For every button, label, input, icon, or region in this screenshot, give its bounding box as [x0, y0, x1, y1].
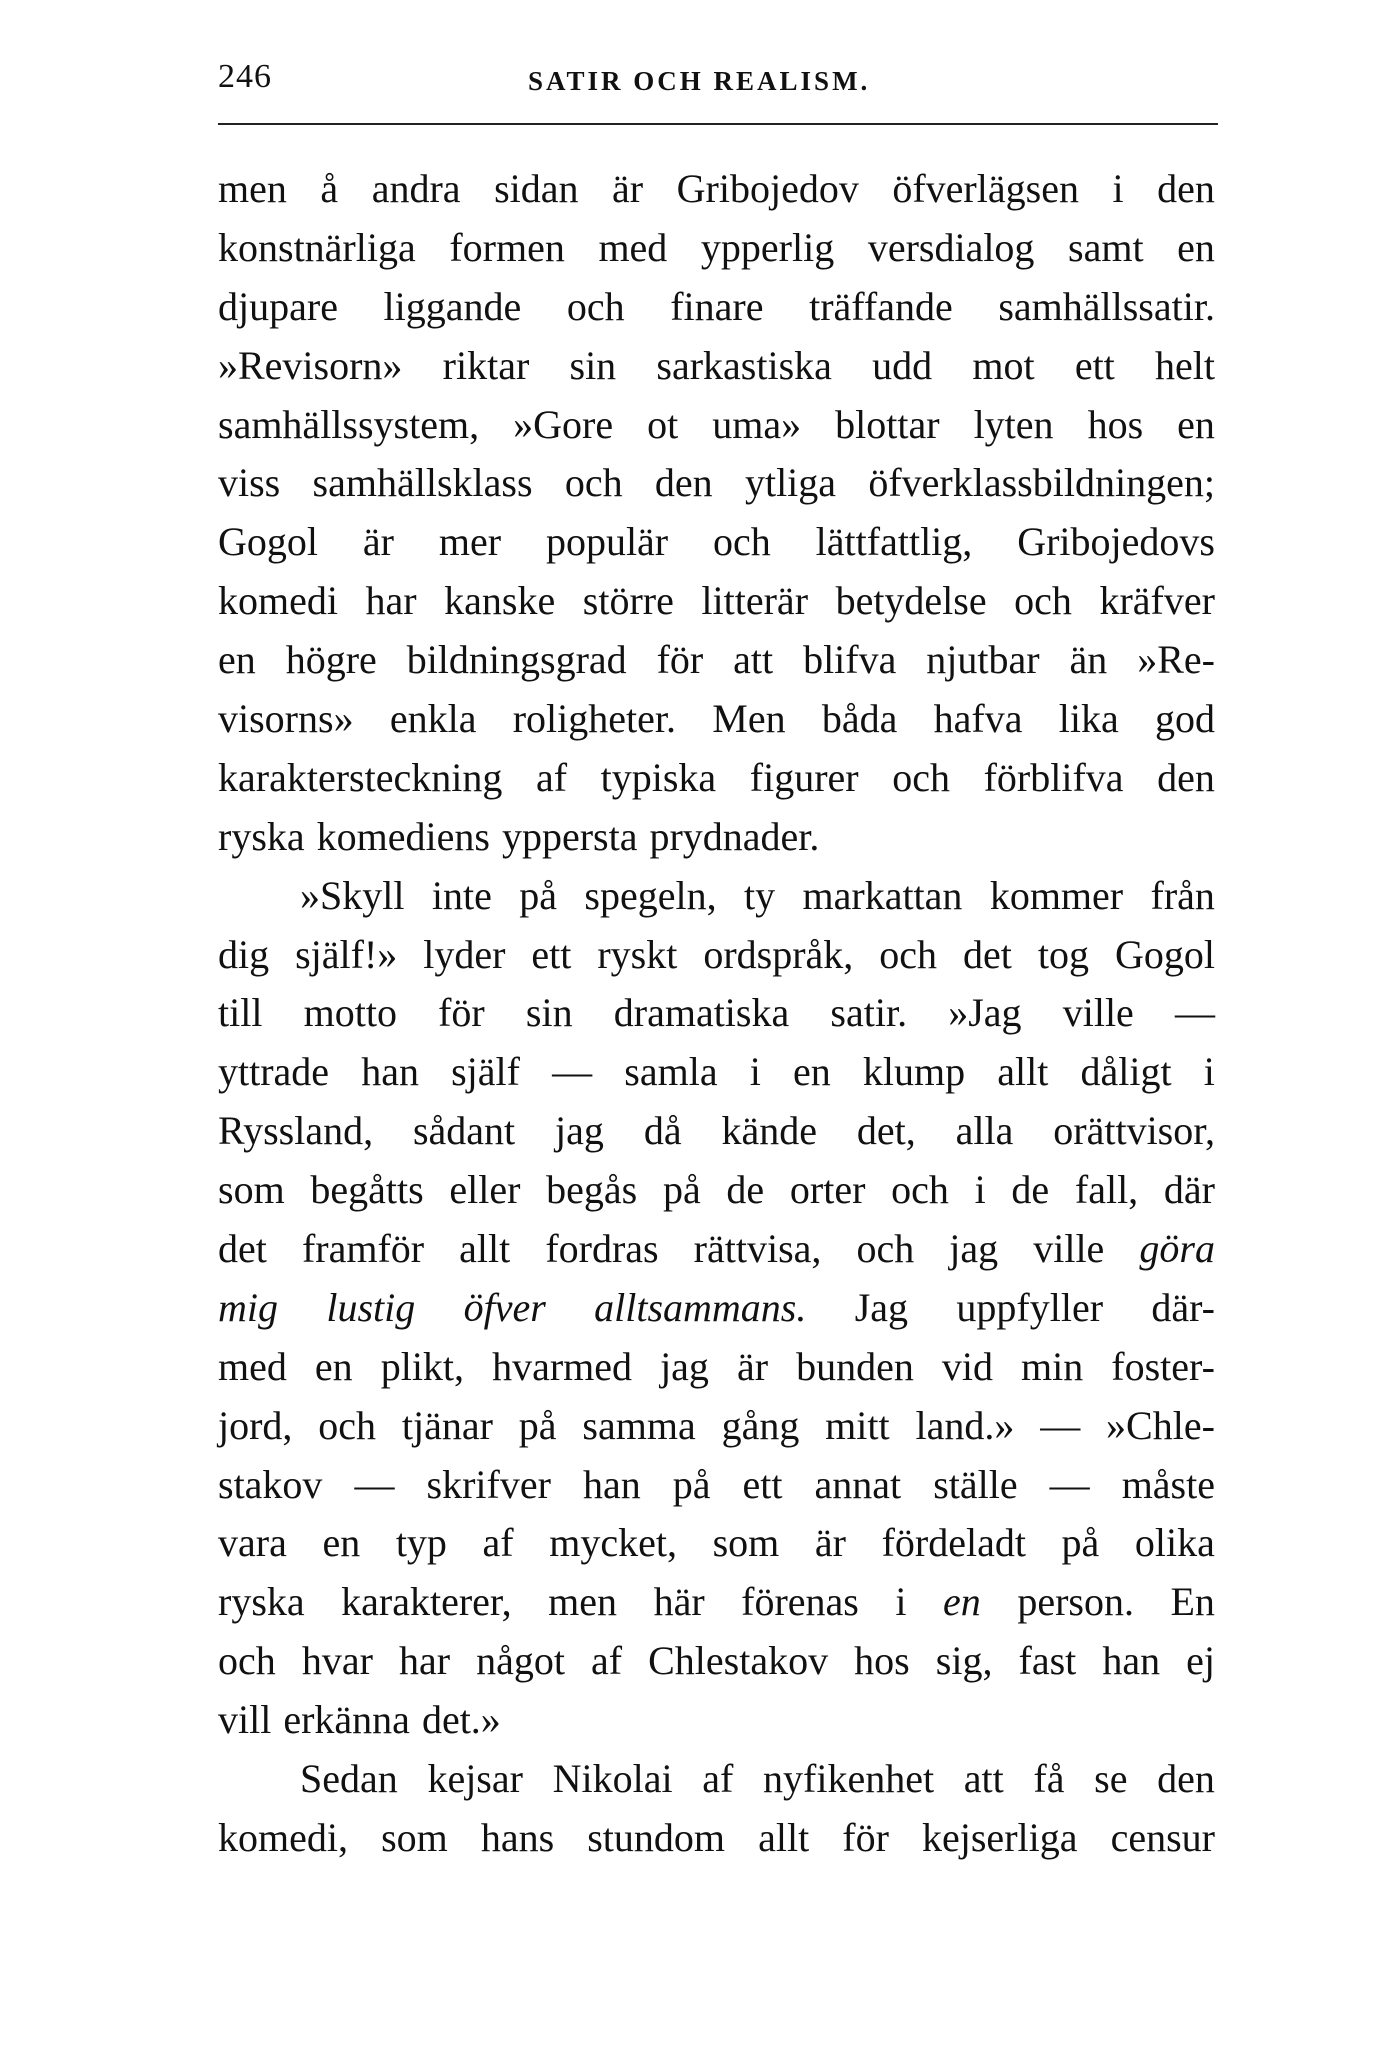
word: hans [480, 1814, 555, 1860]
word: själf [451, 1049, 520, 1095]
word: sådant [412, 1108, 516, 1154]
word: öfverklassbildningen; [868, 460, 1215, 506]
word: — [1049, 1461, 1090, 1507]
word: mitt [825, 1402, 890, 1448]
word: nyfikenhet [763, 1756, 935, 1802]
word: komedi, [218, 1814, 348, 1860]
word: i [974, 1167, 986, 1213]
word: populär [545, 519, 669, 565]
word: skrifver [426, 1461, 551, 1507]
word: orter [789, 1167, 866, 1213]
word: tog [1037, 931, 1089, 977]
word: är [362, 519, 394, 565]
word: det [963, 931, 1012, 977]
body-text [218, 160, 1215, 1868]
word: mer [438, 519, 502, 565]
word: typiska [600, 754, 717, 800]
text-line [218, 1632, 1215, 1691]
word: ordspråk, [703, 931, 854, 977]
word: jag [555, 1108, 604, 1154]
word: kommer [989, 872, 1124, 918]
word: viss [218, 460, 281, 506]
word: olika [1134, 1520, 1215, 1566]
word: land.» [915, 1402, 1015, 1448]
word: för [438, 990, 485, 1036]
word: de [1011, 1167, 1050, 1213]
word: de [726, 1167, 765, 1213]
word: ryskt [597, 931, 678, 977]
word: har [365, 578, 417, 624]
word: något [476, 1638, 565, 1684]
word: ej [1186, 1638, 1215, 1684]
text-line [218, 867, 1215, 926]
word: då [643, 1108, 682, 1154]
word: samhällsklass [312, 460, 533, 506]
word: Ryssland, [218, 1108, 374, 1154]
text-line [218, 1809, 1215, 1868]
word: kejsar [427, 1756, 523, 1802]
text-line [218, 160, 1215, 219]
text-line [218, 1102, 1215, 1161]
word: hvar [301, 1638, 373, 1684]
word: kanske [444, 578, 556, 624]
word: figurer [749, 754, 859, 800]
word: andra [371, 166, 461, 211]
word: han [582, 1461, 641, 1507]
text-line [218, 337, 1215, 396]
word: och [879, 931, 938, 977]
word: båda [821, 696, 898, 742]
word: framför [301, 1226, 425, 1272]
word: lika [1058, 696, 1119, 742]
word: med [598, 224, 668, 270]
word: mig [218, 1284, 278, 1330]
word: prydnader. [649, 813, 820, 859]
word: allt [459, 1226, 511, 1272]
word: karakterer, [341, 1579, 512, 1625]
word: för [842, 1814, 889, 1860]
word: finare [670, 283, 764, 329]
word: enkla [389, 696, 477, 742]
word: den [654, 460, 713, 506]
word: dig [218, 931, 270, 977]
word: och [1014, 578, 1072, 624]
text-line [218, 1220, 1215, 1279]
word: riktar [442, 342, 530, 388]
word: å [320, 166, 339, 211]
word: och [218, 1638, 276, 1684]
word: bunden [796, 1343, 914, 1389]
word: och [564, 460, 623, 506]
word: som [218, 1167, 285, 1213]
word: det.» [421, 1697, 501, 1743]
word: udd [872, 342, 933, 388]
word: jag [949, 1226, 999, 1272]
word: kejserliga [922, 1814, 1078, 1860]
word: stakov [218, 1461, 323, 1507]
word: annat [814, 1461, 902, 1507]
text-line [218, 808, 1215, 867]
word: en [792, 1049, 831, 1095]
word: träffande [809, 283, 953, 329]
word: där- [1151, 1284, 1215, 1330]
word: foster- [1111, 1343, 1215, 1389]
word: ville [1033, 1226, 1105, 1272]
word: uppfyller [956, 1284, 1104, 1330]
word: censur [1110, 1814, 1215, 1860]
word: i [1112, 166, 1124, 211]
word: ryska [218, 813, 305, 859]
word: den [1157, 754, 1215, 800]
text-line [218, 278, 1215, 337]
word: på [519, 872, 558, 918]
word: person. [1017, 1579, 1134, 1625]
word: från [1150, 872, 1215, 918]
word: Gogol [1114, 931, 1215, 977]
word: som [712, 1520, 780, 1566]
word: fast [1018, 1638, 1077, 1684]
text-line [218, 572, 1215, 631]
word: karaktersteckning [218, 754, 503, 800]
word: begåtts [310, 1167, 424, 1213]
word: i [895, 1579, 907, 1625]
word: sin [525, 990, 573, 1036]
word: Nikolai [552, 1756, 673, 1802]
running-title: SATIR OCH REALISM. [528, 66, 871, 96]
word: plikt, [380, 1343, 465, 1389]
text-line [218, 1514, 1215, 1573]
page-number: 246 [218, 58, 272, 95]
word: för [656, 637, 704, 683]
word: ryska [218, 1579, 305, 1625]
word: blifva [803, 637, 897, 683]
word: är [736, 1343, 769, 1389]
word: versdialog [867, 224, 1035, 270]
word: vid [941, 1343, 993, 1389]
word: vill [218, 1697, 272, 1743]
text-line [218, 454, 1215, 513]
word: fall, [1074, 1167, 1139, 1213]
running-head [218, 58, 1218, 108]
word: han [1102, 1638, 1161, 1684]
word: uma» [712, 401, 802, 447]
word: stundom [587, 1814, 726, 1860]
word: vara [218, 1520, 287, 1566]
word: men [548, 1579, 618, 1625]
word: lyder [423, 931, 506, 977]
word: spegeln, [584, 872, 717, 918]
word: »Skyll [300, 872, 405, 918]
word: större [582, 578, 674, 624]
word: Jag [854, 1284, 909, 1330]
word: samt [1068, 224, 1144, 270]
word: där [1163, 1167, 1215, 1213]
word: klump [862, 1049, 966, 1095]
word: hos [854, 1638, 910, 1684]
word: djupare [218, 283, 338, 329]
word: gång [721, 1402, 800, 1448]
word: allt [758, 1814, 810, 1860]
header-rule [218, 123, 1218, 125]
word: hafva [933, 696, 1023, 742]
word: fordras [545, 1226, 659, 1272]
word: att [963, 1756, 1004, 1802]
word: och [891, 1167, 949, 1213]
word: förenas [741, 1579, 859, 1625]
word: och [566, 283, 625, 329]
word: en [1177, 401, 1215, 447]
word: lättfattlig, [815, 519, 973, 565]
word: »Jag [948, 990, 1022, 1036]
text-line [218, 1043, 1215, 1102]
word: måste [1121, 1461, 1215, 1507]
word: »Revisorn» [218, 342, 403, 388]
text-line [218, 219, 1215, 278]
word: fördeladt [881, 1520, 1026, 1566]
word: sig, [935, 1638, 993, 1684]
word: ett [1074, 342, 1115, 388]
word: ett [742, 1461, 783, 1507]
word: ot [647, 401, 679, 447]
word: — [1040, 1402, 1081, 1448]
word: Sedan [300, 1756, 398, 1802]
word: lyten [973, 401, 1054, 447]
word: en [1177, 224, 1215, 270]
word: än [1069, 637, 1108, 683]
text-line [218, 1456, 1215, 1515]
word: ypperlig [700, 224, 835, 270]
word: bildningsgrad [406, 637, 627, 683]
word: motto [303, 990, 397, 1036]
word: samhällssystem, [218, 401, 480, 447]
word: samma [582, 1402, 696, 1448]
word: »Gore [513, 401, 614, 447]
word: kände [721, 1108, 817, 1154]
word: liggande [383, 283, 522, 329]
word: en [218, 637, 256, 683]
word: »Chle- [1106, 1402, 1215, 1448]
word: af [702, 1756, 734, 1802]
word: typ [395, 1520, 447, 1566]
word: — [1174, 990, 1215, 1036]
word: njutbar [926, 637, 1040, 683]
text-line [218, 396, 1215, 455]
word: på [662, 1167, 701, 1213]
text-line [218, 1279, 1215, 1338]
word: hvarmed [492, 1343, 633, 1389]
word: roligheter. [512, 696, 677, 742]
word: att [733, 637, 774, 683]
text-line [218, 1691, 1215, 1750]
word: förblifva [983, 754, 1124, 800]
word: rättvisa, [693, 1226, 822, 1272]
word: inte [431, 872, 492, 918]
word: yttrade [218, 1049, 330, 1095]
text-line [218, 926, 1215, 985]
word: god [1155, 696, 1215, 742]
word: mot [972, 342, 1035, 388]
word: eller [449, 1167, 521, 1213]
word: till [218, 990, 263, 1036]
word: öfverlägsen [892, 166, 1079, 211]
word: och [892, 754, 950, 800]
text-line [218, 749, 1215, 808]
text-line [218, 513, 1215, 572]
word: Gribojedovs [1017, 519, 1215, 565]
word: litterär [701, 578, 809, 624]
word: ställe [933, 1461, 1018, 1507]
word: jord, [218, 1402, 293, 1448]
word: orättvisor, [1053, 1108, 1215, 1154]
word: här [653, 1579, 705, 1625]
word: han [361, 1049, 419, 1095]
word: formen [449, 224, 565, 270]
word: konstnärliga [218, 224, 416, 270]
word: men [218, 166, 287, 211]
word: kräfver [1099, 578, 1215, 624]
text-line [218, 984, 1215, 1043]
word: ville [1062, 990, 1134, 1036]
word: själf!» [295, 931, 398, 977]
word: erkänna [283, 1697, 410, 1743]
word: en [314, 1343, 353, 1389]
word: den [1157, 1756, 1215, 1802]
word: göra [1139, 1226, 1215, 1272]
word: en [943, 1579, 981, 1625]
word: lustig [326, 1284, 416, 1330]
word: blottar [835, 401, 940, 447]
word: med [218, 1343, 287, 1389]
word: på [1061, 1520, 1100, 1566]
word: har [398, 1638, 451, 1684]
word: »Re- [1137, 637, 1215, 683]
word: af [535, 754, 568, 800]
word: jag [660, 1343, 709, 1389]
word: dåligt [1080, 1049, 1172, 1095]
text-line [218, 1161, 1215, 1220]
word: alltsammans. [594, 1284, 807, 1330]
word: sarkastiska [656, 342, 832, 388]
word: visorns» [218, 696, 354, 742]
word: det, [856, 1108, 916, 1154]
word: och [713, 519, 771, 565]
word: i [1203, 1049, 1215, 1095]
word: och [856, 1226, 915, 1272]
word: ty [743, 872, 776, 918]
word: det [218, 1226, 267, 1272]
word: samla [624, 1049, 718, 1095]
text-line [218, 1750, 1215, 1809]
word: den [1157, 166, 1215, 211]
word: i [749, 1049, 761, 1095]
word: betydelse [835, 578, 987, 624]
word: se [1094, 1756, 1128, 1802]
word: — [354, 1461, 395, 1507]
word: är [814, 1520, 846, 1566]
word: komediens [316, 813, 490, 859]
word: Gogol [218, 519, 318, 565]
text-line [218, 1573, 1215, 1632]
word: ett [531, 931, 572, 977]
word: dramatiska [613, 990, 790, 1036]
text-line [218, 1338, 1215, 1397]
word: på [518, 1402, 557, 1448]
word: öfver [463, 1284, 546, 1330]
word: yppersta [501, 813, 638, 859]
word: på [672, 1461, 711, 1507]
word: Men [712, 696, 786, 742]
word: högre [285, 637, 377, 683]
word: Gribojedov [676, 166, 859, 211]
word: begås [546, 1167, 638, 1213]
text-line [218, 1397, 1215, 1456]
word: markattan [802, 872, 963, 918]
word: af [482, 1520, 514, 1566]
word: hos [1087, 401, 1144, 447]
word: helt [1155, 342, 1215, 388]
word: som [381, 1814, 448, 1860]
word: samhällssatir. [998, 283, 1215, 329]
text-line [218, 631, 1215, 690]
word: sin [569, 342, 617, 388]
word: min [1021, 1343, 1084, 1389]
word: komedi [218, 578, 338, 624]
word: alla [955, 1108, 1014, 1154]
word: allt [997, 1049, 1049, 1095]
word: en [322, 1520, 361, 1566]
word: ytliga [744, 460, 837, 506]
text-line [218, 690, 1215, 749]
word: — [552, 1049, 593, 1095]
word: mycket, [549, 1520, 677, 1566]
word: är [612, 166, 644, 211]
word: Chlestakov [648, 1638, 829, 1684]
word: tjänar [401, 1402, 493, 1448]
word: En [1170, 1579, 1215, 1625]
word: satir. [830, 990, 908, 1036]
word: sidan [494, 166, 579, 211]
word: af [590, 1638, 623, 1684]
word: få [1033, 1756, 1065, 1802]
word: och [318, 1402, 377, 1448]
